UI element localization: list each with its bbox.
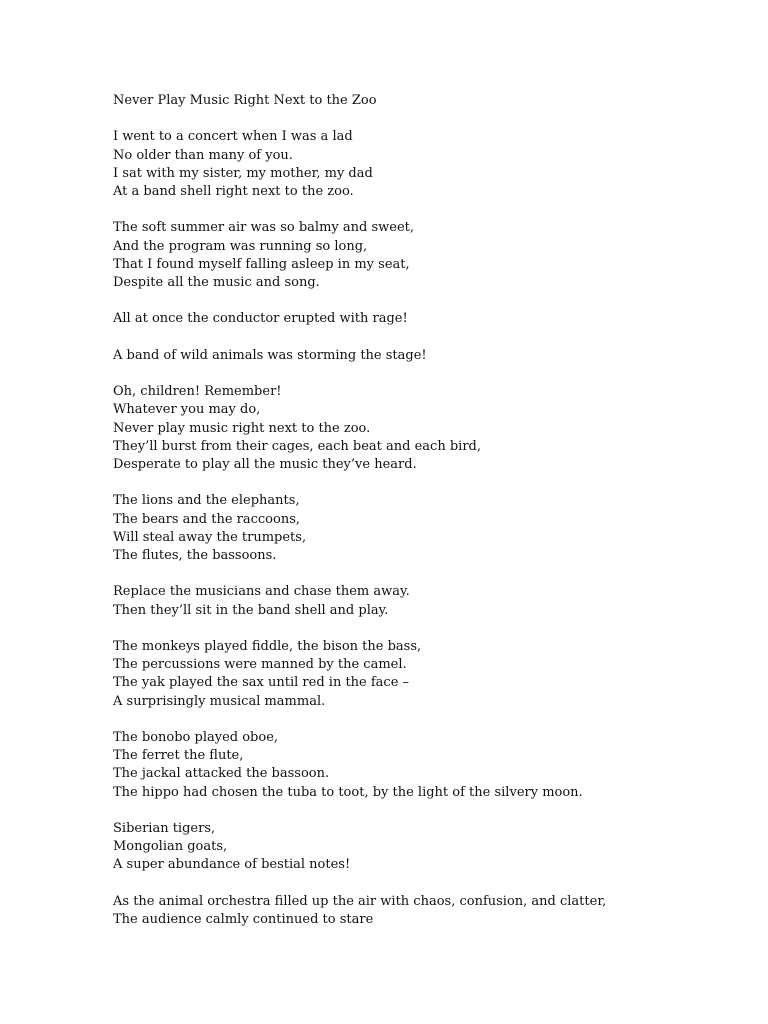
poem-line: The monkeys played fiddle, the bison the bass, xyxy=(113,638,422,654)
stanza-8 xyxy=(113,638,733,711)
poem-line: The flutes, the bassoons. xyxy=(113,547,277,563)
poem-line: A surprisingly musical mammal. xyxy=(113,693,326,709)
poem-line: The hippo had chosen the tuba to toot, by the light of the silvery moon. xyxy=(113,784,583,800)
stanza-6 xyxy=(113,492,733,565)
poem-line: That I found myself falling asleep in my seat, xyxy=(113,256,410,272)
poem-line: Replace the musicians and chase them away. xyxy=(113,584,410,600)
stanza-11 xyxy=(113,893,733,929)
poem-line: The yak played the sax until red in the face – xyxy=(113,675,410,691)
stanza-5 xyxy=(113,383,733,474)
stanza-3 xyxy=(113,310,733,328)
poem-line: The percussions were manned by the camel. xyxy=(113,657,407,673)
poem-line: The lions and the elephants, xyxy=(113,493,300,509)
poem-line: A super abundance of bestial notes! xyxy=(113,857,351,873)
poem-line: All at once the conductor erupted with rage! xyxy=(113,311,408,327)
poem-title: Never Play Music Right Next to the Zoo xyxy=(113,93,377,108)
poem-line: And the program was running so long, xyxy=(113,238,368,254)
stanza-4 xyxy=(113,347,733,365)
poem-line: At a band shell right next to the zoo. xyxy=(113,184,354,199)
stanza-1 xyxy=(113,128,733,201)
poem-line: The audience calmly continued to stare xyxy=(113,911,374,927)
poem-line: A band of wild animals was storming the stage! xyxy=(113,347,427,363)
poem-line: The bears and the raccoons, xyxy=(113,511,301,527)
poem-line: Then they’ll sit in the band shell and play. xyxy=(113,602,389,618)
stanza-9 xyxy=(113,729,733,802)
poem-line: As the animal orchestra filled up the air with chaos, confusion, and clatter, xyxy=(113,893,607,909)
poem-line: No older than many of you. xyxy=(113,147,293,163)
poem-line: Desperate to play all the music they’ve heard. xyxy=(113,456,417,472)
poem-line: Will steal away the trumpets, xyxy=(113,529,307,545)
poem-line: The jackal attacked the bassoon. xyxy=(113,766,330,782)
poem-line: I sat with my sister, my mother, my dad xyxy=(113,165,373,181)
poem-line: Never play music right next to the zoo. xyxy=(113,420,371,436)
document-page xyxy=(113,92,733,947)
stanza-2 xyxy=(113,219,733,292)
poem-line: The soft summer air was so balmy and sweet, xyxy=(113,220,414,236)
poem-line: Oh, children! Remember! xyxy=(113,384,282,400)
poem-line: I went to a concert when I was a lad xyxy=(113,129,353,145)
stanza-7 xyxy=(113,583,733,619)
poem-line: Whatever you may do, xyxy=(113,402,261,418)
poem-line: Despite all the music and song. xyxy=(113,275,320,290)
poem-line: They’ll burst from their cages, each beat and each bird, xyxy=(113,438,481,454)
poem-line: The bonobo played oboe, xyxy=(113,729,279,745)
poem-line: Siberian tigers, xyxy=(113,820,216,836)
poem-line: Mongolian goats, xyxy=(113,839,228,855)
stanza-10 xyxy=(113,820,733,875)
poem-line: The ferret the flute, xyxy=(113,748,244,764)
